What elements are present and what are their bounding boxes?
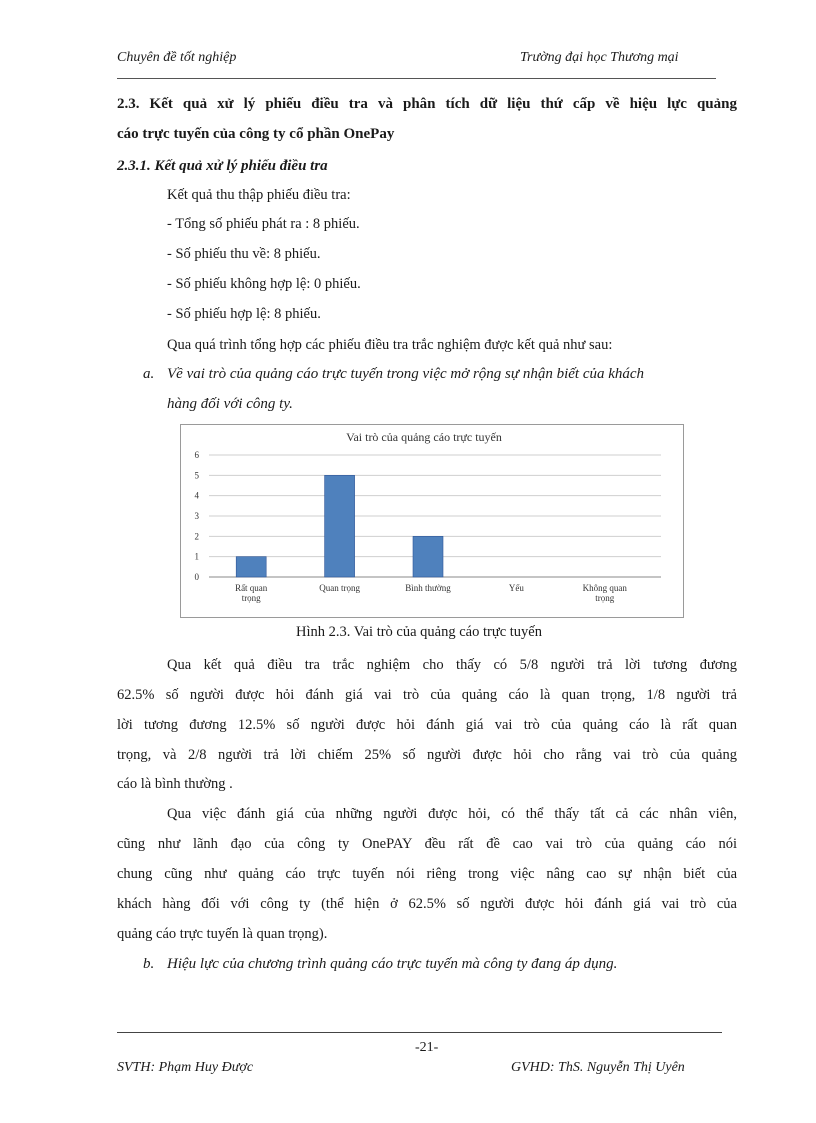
chart-xtick-label: trọng — [595, 593, 615, 603]
survey-item: - Tổng số phiếu phát ra : 8 phiếu. — [167, 216, 360, 232]
point-b-text: Hiệu lực của chương trình quảng cáo trực tuyến mà công ty đang áp dụng. — [167, 956, 618, 972]
header-divider — [117, 78, 716, 79]
footer-divider — [117, 1032, 722, 1033]
para1-line: lời tương đương 12.5% số người được hỏi đánh giá vai trò của quảng cáo là rất quan — [117, 717, 737, 733]
para1-line: Qua kết quả điều tra trắc nghiệm cho thấy có 5/8 người trả lời tương đương — [167, 657, 737, 673]
chart-bar — [413, 536, 443, 577]
header-right: Trường đại học Thương mại — [520, 50, 679, 65]
section-heading-line2: cáo trực tuyến của công ty cổ phần OnePay — [117, 126, 395, 142]
chart-frame — [180, 424, 684, 618]
chart-xtick-label: Bình thường — [405, 583, 451, 593]
point-a-line2: hàng đối với công ty. — [167, 396, 293, 412]
survey-intro: Kết quả thu thập phiếu điều tra: — [167, 187, 351, 203]
section-heading-line1: 2.3. Kết quả xử lý phiếu điều tra và phân tích dữ liệu thứ cấp về hiệu lực quảng — [117, 96, 737, 112]
chart-ytick-label: 5 — [194, 470, 199, 481]
para2-line: chung cũng như quảng cáo trực tuyến nói riêng trong việc nâng cao sự nhận biết của — [117, 866, 737, 882]
para2-line: khách hàng đối với công ty (thể hiện ở 62.5% số người được hỏi đánh giá vai trò của — [117, 896, 737, 912]
chart-xtick-label: trọng — [241, 593, 261, 603]
para1-line: trọng, và 2/8 người trả lời chiếm 25% số người được hỏi cho rằng vai trò của quảng — [117, 747, 737, 763]
header-left: Chuyên đề tốt nghiệp — [117, 50, 237, 65]
bar-chart — [181, 425, 683, 617]
survey-item: - Số phiếu thu về: 8 phiếu. — [167, 246, 321, 262]
footer-left: SVTH: Phạm Huy Được — [117, 1060, 254, 1075]
para2-line: Qua việc đánh giá của những người được hỏi, có thể thấy tất cả các nhân viên, — [167, 806, 737, 822]
chart-ytick-label: 6 — [194, 450, 199, 460]
chart-xtick-label: Quan trọng — [319, 583, 360, 593]
para2-line: quảng cáo trực tuyến là quan trọng). — [117, 926, 328, 942]
para1-line: 62.5% số người được hỏi đánh giá vai trò của quảng cáo là quan trọng, 1/8 người trả — [117, 687, 737, 703]
chart-title: Vai trò của quảng cáo trực tuyến — [346, 430, 502, 444]
survey-summary: Qua quá trình tổng hợp các phiếu điều tra trắc nghiệm được kết quả như sau: — [167, 337, 613, 353]
survey-item: - Số phiếu hợp lệ: 8 phiếu. — [167, 306, 321, 322]
chart-xtick-label: Rất quan — [235, 583, 268, 593]
point-b-marker: b. — [143, 956, 155, 972]
point-a-marker: a. — [143, 366, 155, 382]
chart-bar — [325, 475, 355, 577]
chart-ytick-label: 0 — [194, 572, 199, 582]
figure-caption: Hình 2.3. Vai trò của quảng cáo trực tuyến — [296, 624, 542, 640]
chart-ytick-label: 2 — [194, 531, 199, 542]
point-a-line1: Về vai trò của quảng cáo trực tuyến trong việc mở rộng sự nhận biết của khách — [167, 366, 645, 382]
para1-line: cáo là bình thường . — [117, 776, 233, 792]
footer-right: GVHD: ThS. Nguyễn Thị Uyên — [511, 1060, 685, 1075]
subsection-heading: 2.3.1. Kết quả xử lý phiếu điều tra — [117, 158, 328, 174]
chart-xtick-label: Yếu — [508, 583, 524, 593]
page-number: -21- — [415, 1040, 439, 1055]
chart-ytick-label: 3 — [194, 511, 199, 521]
chart-xtick-label: Không quan — [582, 583, 627, 593]
chart-ytick-label: 4 — [194, 490, 199, 501]
chart-ytick-label: 1 — [194, 551, 199, 562]
chart-bar — [236, 557, 266, 577]
survey-item: - Số phiếu không hợp lệ: 0 phiếu. — [167, 276, 361, 292]
para2-line: cũng như lãnh đạo của công ty OnePAY đều rất đề cao vai trò của quảng cáo nói — [117, 836, 737, 852]
